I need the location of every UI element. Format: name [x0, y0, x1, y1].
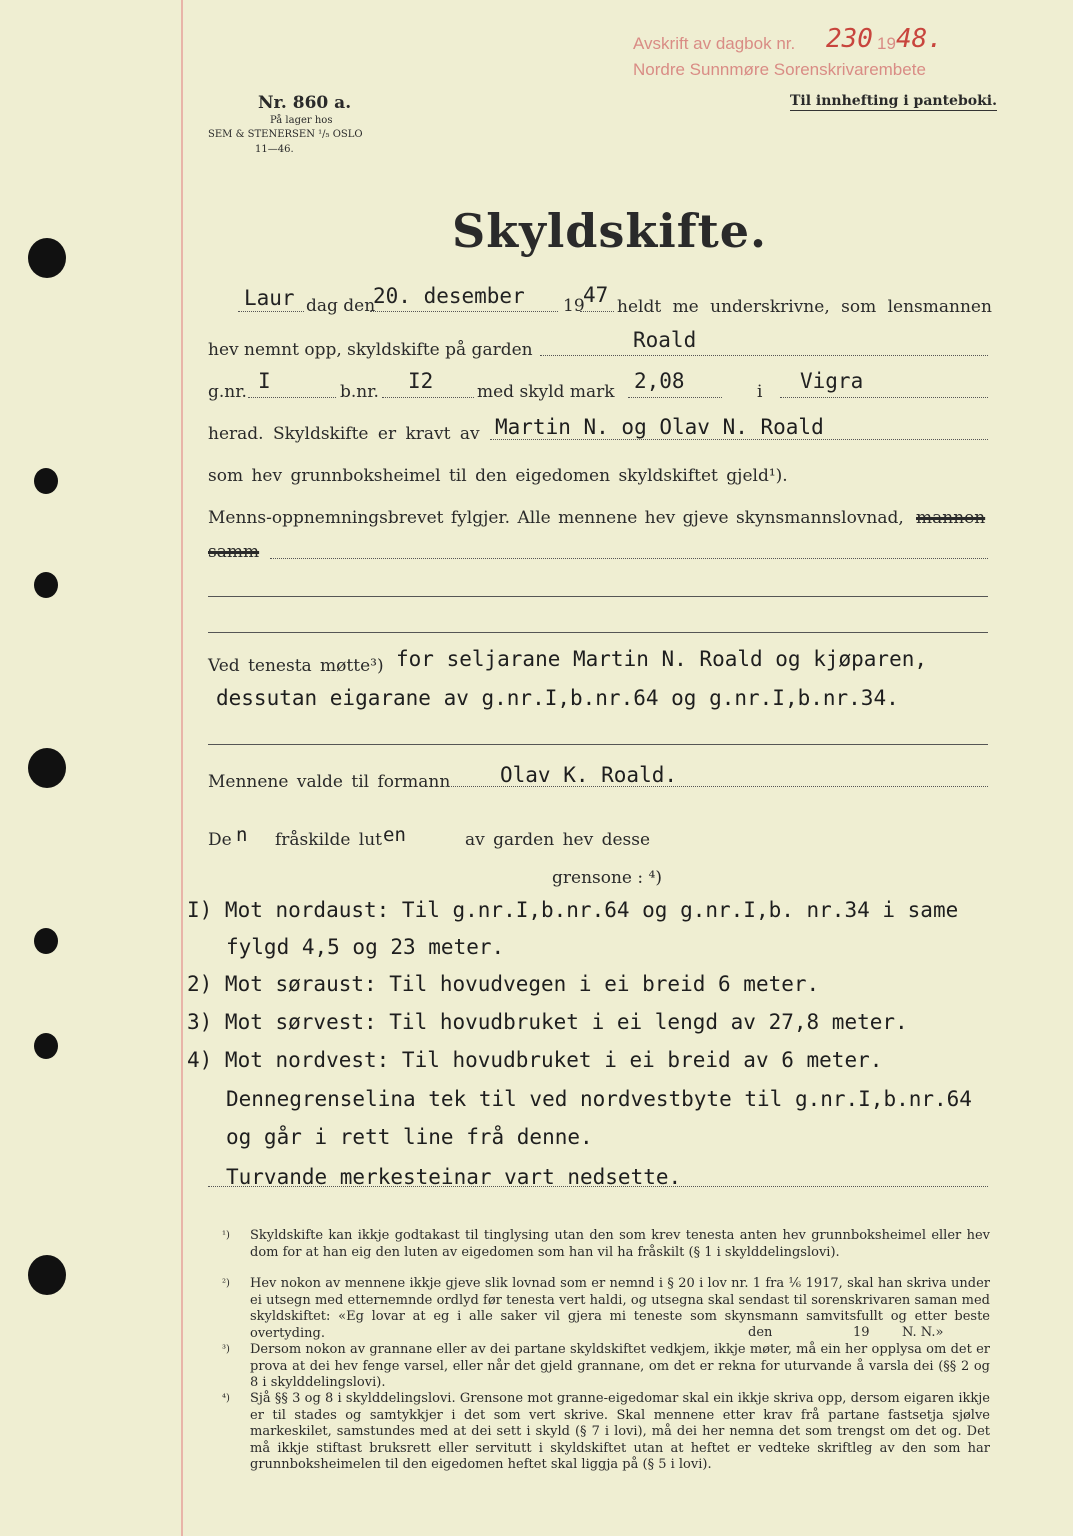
document-title: Skyldskifte.	[452, 204, 768, 258]
footnote-mark: ⁴)	[222, 1393, 230, 1404]
present-label: Ved tenesta møtte³)	[208, 656, 384, 676]
footnote-year: 19	[853, 1325, 870, 1340]
struck-word: mannen	[916, 508, 986, 528]
farm-name: Roald	[633, 328, 697, 352]
foreman-label: Mennene valde til formann	[208, 772, 451, 792]
punch-hole	[28, 1255, 66, 1295]
margin-rule	[181, 0, 183, 1536]
footnote-mark: ²)	[222, 1278, 230, 1289]
boundary-line: I) Mot nordaust: Til g.nr.I,b.nr.64 og g.nr.I,b. nr.34 i same	[187, 898, 959, 922]
herad-name: Vigra	[800, 369, 864, 393]
foreman-name: Olav K. Roald.	[500, 763, 678, 787]
grensone-label: grensone : ⁴)	[552, 868, 662, 888]
fill-line	[382, 397, 474, 398]
dag-den-label: dag den	[306, 296, 376, 316]
year-suffix: 47	[583, 283, 609, 307]
bnr-label: b.nr.	[340, 382, 379, 402]
footnote-text: Dersom nokon av grannane eller av dei partane skyldskiftet vedkjem, ikkje møter, må ein her opplysa om det er prova at dei hev fenge varsel, eller når det gjeld grannane, om det er rekna for uturvande å varsla dei (§§ 2 og 8 i skylddelingslovi).	[250, 1342, 990, 1390]
present-line2: dessutan eigarane av g.nr.I,b.nr.64 og g.nr.I,b.nr.34.	[216, 686, 899, 710]
punch-hole	[28, 238, 66, 278]
skyld-label: med skyld mark	[477, 382, 615, 402]
present-line1: for seljarane Martin N. Roald og kjøparen,	[396, 647, 928, 671]
boundary-line: Dennegrenselina tek til ved nordvestbyte til g.nr.I,b.nr.64	[226, 1087, 972, 1111]
boundary-line: 4) Mot nordvest: Til hovudbruket i ei breid av 6 meter.	[187, 1048, 883, 1072]
footnote-text: Hev nokon av mennene ikkje gjeve slik lovnad som er nemnd i § 20 i lov nr. 1 fra ⅙ 1917, skal han skriva under ei utsegn med etternemnde ordlyd før tenesta vert haldi, og utsegna skal sendast til sorenskrivaren saman med skyldskiftet: «Eg lovar at eg i alle saker vil gjera mi teneste som skynsmann samvitsfullt og etter beste overtyding.	[250, 1276, 990, 1341]
fill-line	[580, 311, 614, 312]
blank-line	[208, 632, 988, 633]
blank-line	[208, 744, 988, 745]
fill-line	[248, 397, 336, 398]
footnote-mark: ³)	[222, 1344, 230, 1355]
de-fill: n	[236, 824, 248, 846]
requested-by: Martin N. og Olav N. Roald	[495, 415, 824, 439]
boundary-line: fylgd 4,5 og 23 meter.	[226, 935, 505, 959]
footnote-mark: ¹)	[222, 1230, 230, 1241]
struck-word: samm	[208, 542, 260, 562]
fill-line	[540, 355, 988, 356]
fill-line	[370, 311, 558, 312]
blank-line	[208, 596, 988, 597]
fraskilde-label: fråskilde lut	[275, 830, 383, 850]
boundary-line: 3) Mot sørvest: Til hovudbruket i ei lengd av 27,8 meter.	[187, 1010, 908, 1034]
boundary-line: Turvande merkesteinar vart nedsette.	[226, 1165, 682, 1189]
fill-line	[208, 1186, 988, 1187]
footnote-text: Skyldskifte kan ikkje godtakast til tinglysing utan den som krev tenesta anten hev grunnboksheimel eller hev dom for at han eig den luten av eigedomen som han vil ha fråskilt (§ 1 i skylddelingslovi).	[250, 1228, 990, 1260]
lut-fill: en	[383, 824, 406, 846]
weekday: Laur	[244, 286, 295, 310]
i-label: i	[757, 382, 763, 402]
filing-note: Til innhefting i panteboki.	[790, 93, 997, 109]
gnr-label: g.nr.	[208, 382, 247, 402]
herad-label: herad. Skyldskifte er kravt av	[208, 424, 480, 444]
punch-hole	[34, 572, 58, 598]
fill-line	[780, 397, 988, 398]
fill-line	[238, 311, 304, 312]
de-label: De	[208, 830, 232, 850]
punch-hole	[34, 1033, 58, 1059]
boundary-line: 2) Mot søraust: Til hovudvegen i ei breid 6 meter.	[187, 972, 820, 996]
fill-line	[446, 786, 988, 787]
punch-hole	[28, 748, 66, 788]
publisher-line3: 11—46.	[255, 144, 294, 155]
intro-rest: heldt me underskrivne, som lensmannen	[617, 297, 992, 317]
footnote-text: Sjå §§ 3 og 8 i skylddelingslovi. Grensone mot granne-eigedomar skal ein ikkje skriva opp, dersom eigaren ikkje er til stades og samtykkjer i det som vert skrive. Skal mennene etter krav frå partane fastsetja sjølve markeskilet, samstundes med at dei sett i skyld (§ 7 i lovi), må dei her nemna det som trengst om det og. Det må ikkje stiftast bruksrett eller servitutt i skyldskiftet utan at heftet er vedteke skriftleg av den som har grunnboksheimelen til den eigedomen heftet skal liggja på (§ 5 i lovi).	[250, 1391, 990, 1472]
footnote-signature: N. N.»	[902, 1325, 944, 1340]
year-prefix: 19	[563, 296, 585, 316]
footnote-den: den	[748, 1325, 773, 1340]
date: 20. desember	[373, 284, 525, 308]
bnr-value: I2	[408, 369, 434, 393]
fill-line	[270, 558, 988, 559]
skyld-value: 2,08	[634, 369, 685, 393]
boundary-line: og går i rett line frå denne.	[226, 1125, 593, 1149]
punch-hole	[34, 928, 58, 954]
gnr-value: I	[258, 369, 271, 393]
form-number: Nr. 860 a.	[258, 93, 352, 113]
punch-hole	[34, 468, 58, 494]
menn-text: Menns-oppnemningsbrevet fylgjer. Alle mennene hev gjeve skynsmannslovnad,	[208, 508, 904, 528]
stamp-year-suffix: 48.	[896, 24, 943, 54]
stamp-year-prefix: 19	[877, 34, 896, 53]
garden-text: av garden hev desse	[465, 830, 651, 850]
archive-stamp-line2: Nordre Sunnmøre Sorenskrivarembete	[633, 60, 926, 79]
fill-line	[490, 439, 988, 440]
publisher-line2: SEM & STENERSEN ¹/₅ OSLO	[208, 129, 363, 140]
fill-line	[628, 397, 722, 398]
publisher-line1: På lager hos	[270, 115, 333, 126]
stamp-dagbok-number: 230	[826, 24, 873, 54]
farm-intro: hev nemnt opp, skyldskifte på garden	[208, 340, 533, 360]
heimel-text: som hev grunnboksheimel til den eigedomen skyldskiftet gjeld¹).	[208, 466, 788, 486]
archive-stamp-line1: Avskrift av dagbok nr.	[633, 34, 796, 53]
